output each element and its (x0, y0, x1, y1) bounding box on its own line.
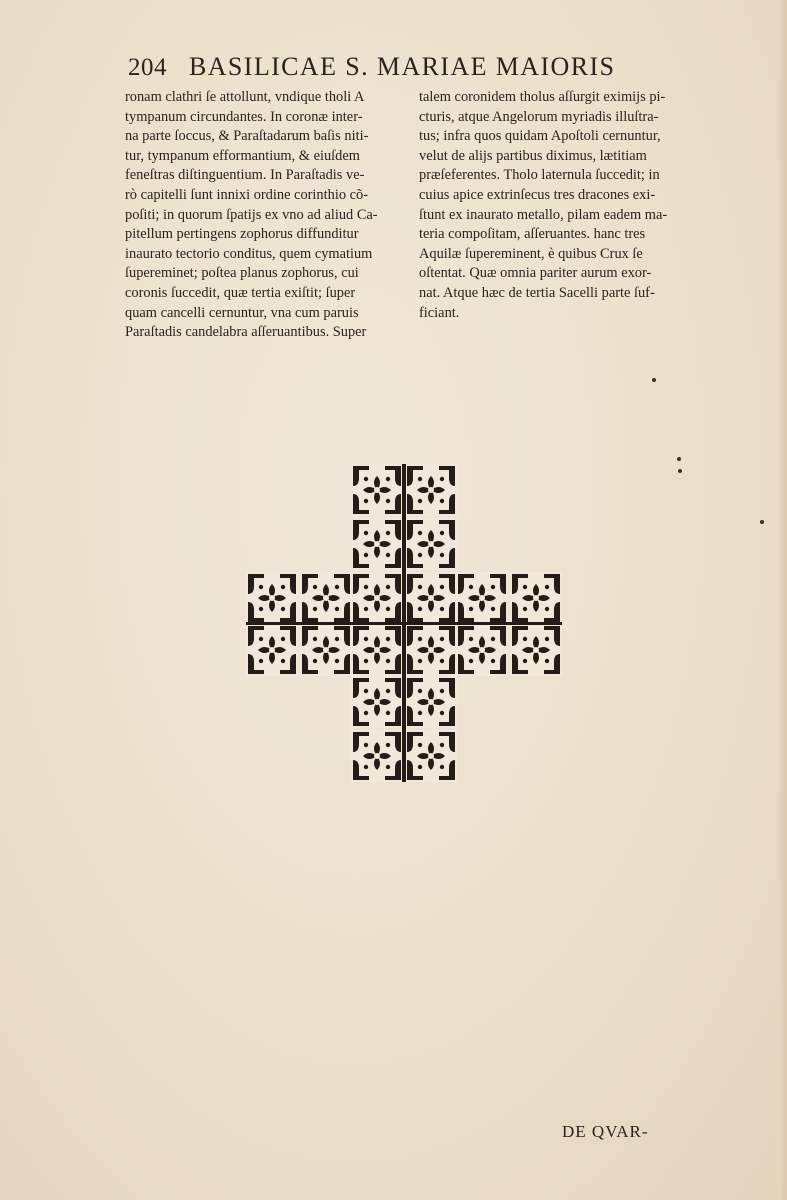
text-line: oſtentat. Quæ omnia pariter aurum exor- (419, 265, 652, 282)
text-line: præſeferentes. Tholo laternula ſuccedit; in (419, 167, 660, 184)
text-line: ſtunt ex inaurato metallo, pilam eadem ma- (419, 206, 668, 223)
text-line: talem coronidem tholus aſſurgit eximijs pi- (419, 89, 666, 105)
text-line: velut de alijs partibus diximus, lætitiam (419, 147, 647, 164)
right-text-column (419, 88, 709, 323)
text-line: poſiti; in quorum ſpatijs ex vno ad aliud Ca- (125, 206, 378, 223)
ink-speck (760, 520, 764, 524)
text-line: pitellum pertingens zophorus diffunditur (125, 226, 359, 243)
page-edge (777, 0, 787, 1200)
text-line: feneſtras diſtinguentium. In Paraſtadis ve- (125, 167, 365, 184)
text-line: Aquilæ ſupereminent, è quibus Crux ſe (419, 245, 643, 262)
text-line: na parte ſoccus, & Paraſtadarum baſis niti- (125, 128, 369, 145)
text-line: rò capitelli ſunt innixi ordine corinthio cõ- (125, 186, 368, 203)
text-line: tur, tympanum efformantium, & eiuſdem (125, 147, 360, 164)
running-title: BASILICAE S. MARIAE MAIORIS (189, 52, 616, 81)
text-line: inaurato tectorio conditus, quem cymatium (125, 245, 373, 262)
ink-speck (677, 457, 681, 461)
left-text-column (125, 88, 415, 343)
text-line: Paraſtadis candelabra aſſeruantibus. Super (125, 324, 367, 341)
text-line: ficiant. (419, 304, 460, 321)
text-line: nat. Atque hæc de tertia Sacelli parte ſuf- (419, 284, 655, 301)
text-line: ronam clathri ſe attollunt, vndique tholi A (125, 89, 365, 105)
cross-fleuron-ornament-icon (246, 464, 562, 782)
text-line: tus; infra quos quidam Apoſtoli cernuntur, (419, 128, 661, 145)
text-line: teria compoſitam, aſſeruantes. hanc tres (419, 226, 646, 243)
ink-speck (678, 469, 682, 473)
text-line: ſupereminet; poſtea planus zophorus, cui (125, 265, 359, 282)
text-line: tympanum circundantes. In coronæ inter- (125, 108, 363, 125)
text-line: cturis, atque Angelorum myriadis illuſtra- (419, 108, 659, 125)
page-number: 204 (128, 54, 167, 81)
text-line: coronis ſuccedit, quæ tertia exiſtit; ſuper (125, 284, 356, 301)
ink-speck (652, 378, 656, 382)
text-line: cuius apice extrinſecus tres dracones exi- (419, 186, 656, 203)
page-header (128, 52, 648, 86)
catchword: DE QVAR- (562, 1122, 649, 1141)
text-line: quam cancelli cernuntur, vna cum paruis (125, 304, 359, 321)
